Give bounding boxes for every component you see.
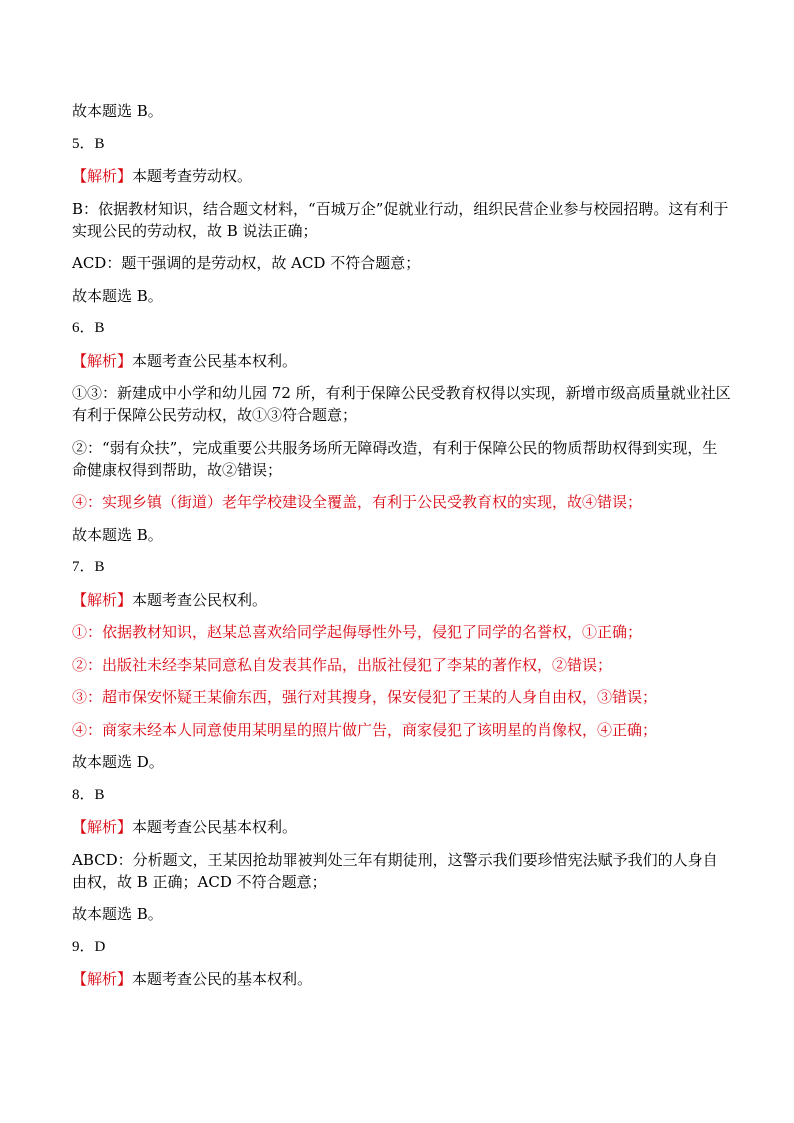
answer-conclusion: 故本题选 B。	[72, 905, 163, 923]
analysis-heading: 【解析】本题考查公民基本权利。	[72, 818, 298, 836]
analysis-paragraph: ABCD：分析题文，王某因抢劫罪被判处三年有期徒刑，这警示我们要珍惜宪法赋予我们的人身自由权，故 B 正确；ACD 不符合题意；	[72, 850, 718, 891]
analysis-tag: 【解析】	[72, 351, 133, 370]
answer-conclusion: 故本题选 B。	[72, 525, 163, 544]
analysis-heading: 【解析】本题考查公民的基本权利。	[72, 970, 313, 988]
analysis-tag: 【解析】	[72, 970, 133, 988]
question-5-answer: 5．B	[72, 135, 105, 152]
analysis-paragraph: B：依据教材知识，结合题文材料，“百城万企”促就业行动，组织民营企业参与校园招聘。这有利于实现公民的劳动权，故 B 说法正确；	[72, 199, 729, 240]
question-9-answer: 9．D	[72, 938, 106, 955]
analysis-paragraph: ①③：新建成中小学和幼儿园 72 所，有利于保障公民受教育权得以实现，新增市级高质量就业社区有利于保障公民劳动权，故①③符合题意；	[72, 384, 731, 424]
analysis-paragraph-highlighted: ④：商家未经本人同意使用某明星的照片做广告，商家侵犯了该明星的肖像权，④正确；	[72, 720, 658, 739]
question-6-answer: 6．B	[72, 320, 105, 336]
analysis-tag: 【解析】	[72, 590, 133, 609]
analysis-tag: 【解析】	[72, 818, 133, 836]
analysis-paragraph-highlighted: ③：超市保安怀疑王某偷东西，强行对其搜身，保安侵犯了王某的人身自由权，③错误；	[72, 688, 658, 706]
question-7-answer: 7．B	[72, 559, 105, 575]
question-8-answer: 8．B	[72, 786, 105, 803]
analysis-heading: 【解析】本题考查劳动权。	[72, 167, 253, 185]
analysis-heading: 【解析】本题考查公民基本权利。	[72, 351, 298, 370]
answer-conclusion: 故本题选 D。	[72, 753, 164, 771]
analysis-paragraph-highlighted: ④：实现乡镇（街道）老年学校建设全覆盖，有利于公民受教育权的实现，故④错误；	[72, 493, 643, 511]
analysis-paragraph: ②：“弱有众扶”，完成重要公共服务场所无障碍改造，有利于保障公民的物质帮助权得到实现，生命健康权得到帮助，故②错误；	[72, 438, 718, 479]
analysis-paragraph-highlighted: ①：依据教材知识，赵某总喜欢给同学起侮辱性外号，侵犯了同学的名誉权，①正确；	[72, 623, 643, 641]
document-page	[72, 100, 732, 1001]
answer-conclusion: 故本题选 B。	[72, 286, 163, 305]
analysis-paragraph-highlighted: ②：出版社未经李某同意私自发表其作品，出版社侵犯了李某的著作权，②错误；	[72, 655, 613, 674]
analysis-paragraph: ACD：题干强调的是劳动权，故 ACD 不符合题意；	[72, 254, 421, 272]
answer-conclusion: 故本题选 B。	[72, 102, 163, 120]
analysis-tag: 【解析】	[72, 167, 133, 185]
analysis-heading: 【解析】本题考查公民权利。	[72, 590, 268, 609]
